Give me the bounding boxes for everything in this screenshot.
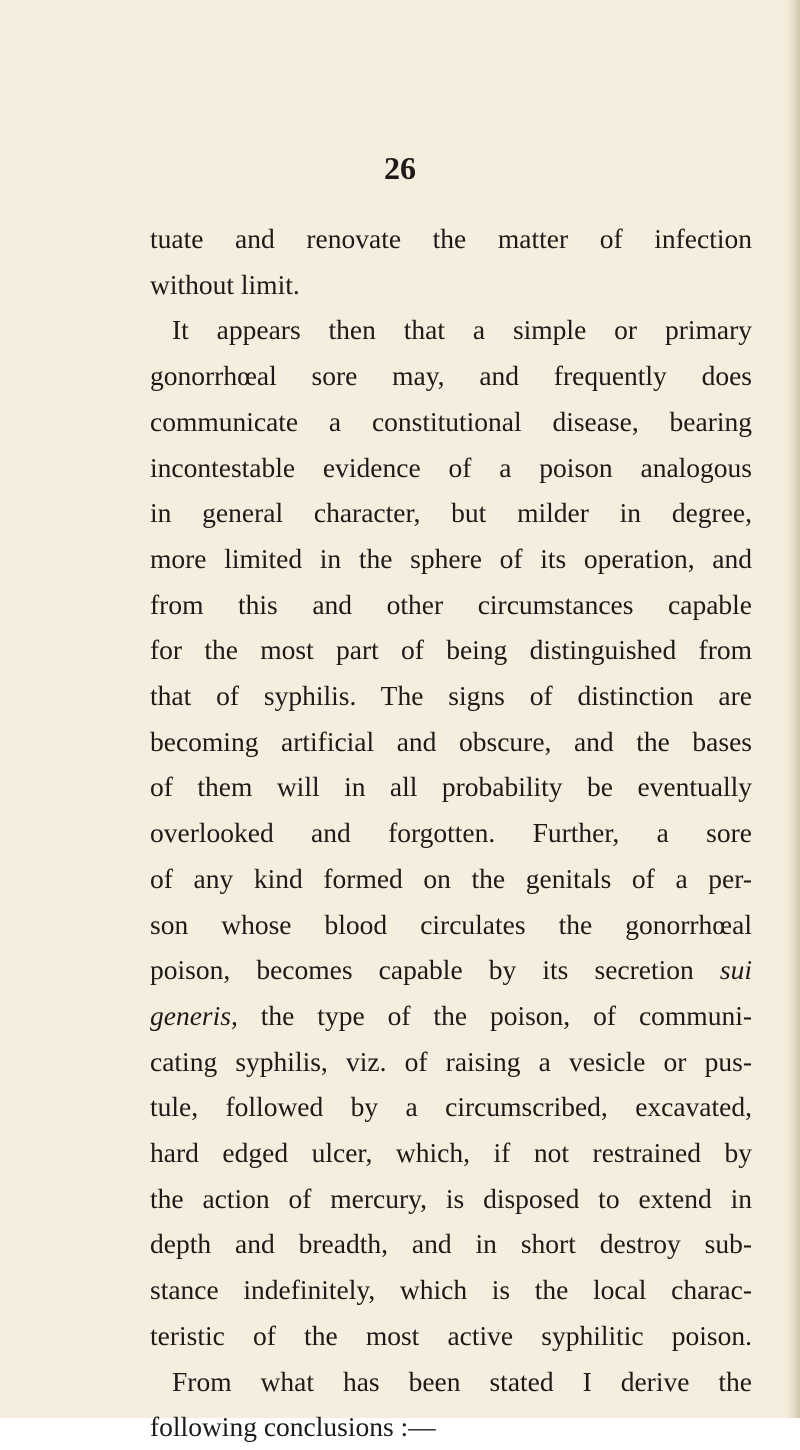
text-line: becoming artificial and obscure, and the bases bbox=[150, 725, 752, 757]
text-line: from this and other circumstances capable bbox=[150, 588, 752, 620]
text-run: poison, becomes capable by its secretion bbox=[150, 954, 720, 986]
text-line: tule, followed by a circumscribed, excavated, bbox=[150, 1091, 752, 1123]
text-line: tuate and renovate the matter of infection bbox=[150, 223, 752, 254]
page-number: 26 bbox=[384, 150, 416, 186]
text-line: overlooked and forgotten. Further, a sore bbox=[150, 817, 752, 849]
text-line: in general character, but milder in degree, bbox=[150, 497, 752, 529]
text-line bbox=[150, 993, 752, 1039]
text-line: for the most part of being distinguished from bbox=[150, 634, 752, 666]
text-line: depth and breadth, and in short destroy sub- bbox=[150, 1228, 752, 1260]
text-line: the action of mercury, is disposed to extend in bbox=[150, 1182, 752, 1214]
text-line: of them will in all probability be eventually bbox=[150, 771, 752, 803]
text-line: teristic of the most active syphilitic poison. bbox=[150, 1319, 752, 1351]
text-run: the type of the poison, of communi- bbox=[237, 999, 752, 1031]
text-line: of any kind formed on the genitals of a per- bbox=[150, 862, 752, 894]
text-line: incontestable evidence of a poison analogous bbox=[150, 451, 752, 483]
text-line: following conclusions :— bbox=[150, 1411, 436, 1443]
text-line: son whose blood circulates the gonorrhœal bbox=[150, 908, 752, 940]
text-line bbox=[150, 947, 752, 993]
text-line: It appears then that a simple or primary bbox=[172, 314, 752, 346]
text-line: gonorrhœal sore may, and frequently does bbox=[150, 360, 752, 392]
text-line: without limit. bbox=[150, 268, 300, 300]
text-line: communicate a constitutional disease, bearing bbox=[150, 405, 752, 437]
italic-text-run: generis, bbox=[150, 999, 238, 1031]
text-line: more limited in the sphere of its operation, and bbox=[150, 542, 752, 574]
page-edge-shadow bbox=[786, 0, 800, 1418]
text-line: cating syphilis, viz. of raising a vesicle or pus- bbox=[150, 1045, 752, 1077]
text-line: From what has been stated I derive the bbox=[172, 1365, 752, 1397]
text-line: that of syphilis. The signs of distinction are bbox=[150, 680, 752, 712]
body-text bbox=[150, 216, 752, 1450]
italic-text-run: sui bbox=[719, 954, 752, 986]
text-line: hard edged ulcer, which, if not restrained by bbox=[150, 1137, 752, 1169]
text-line: stance indefinitely, which is the local charac- bbox=[150, 1274, 752, 1306]
